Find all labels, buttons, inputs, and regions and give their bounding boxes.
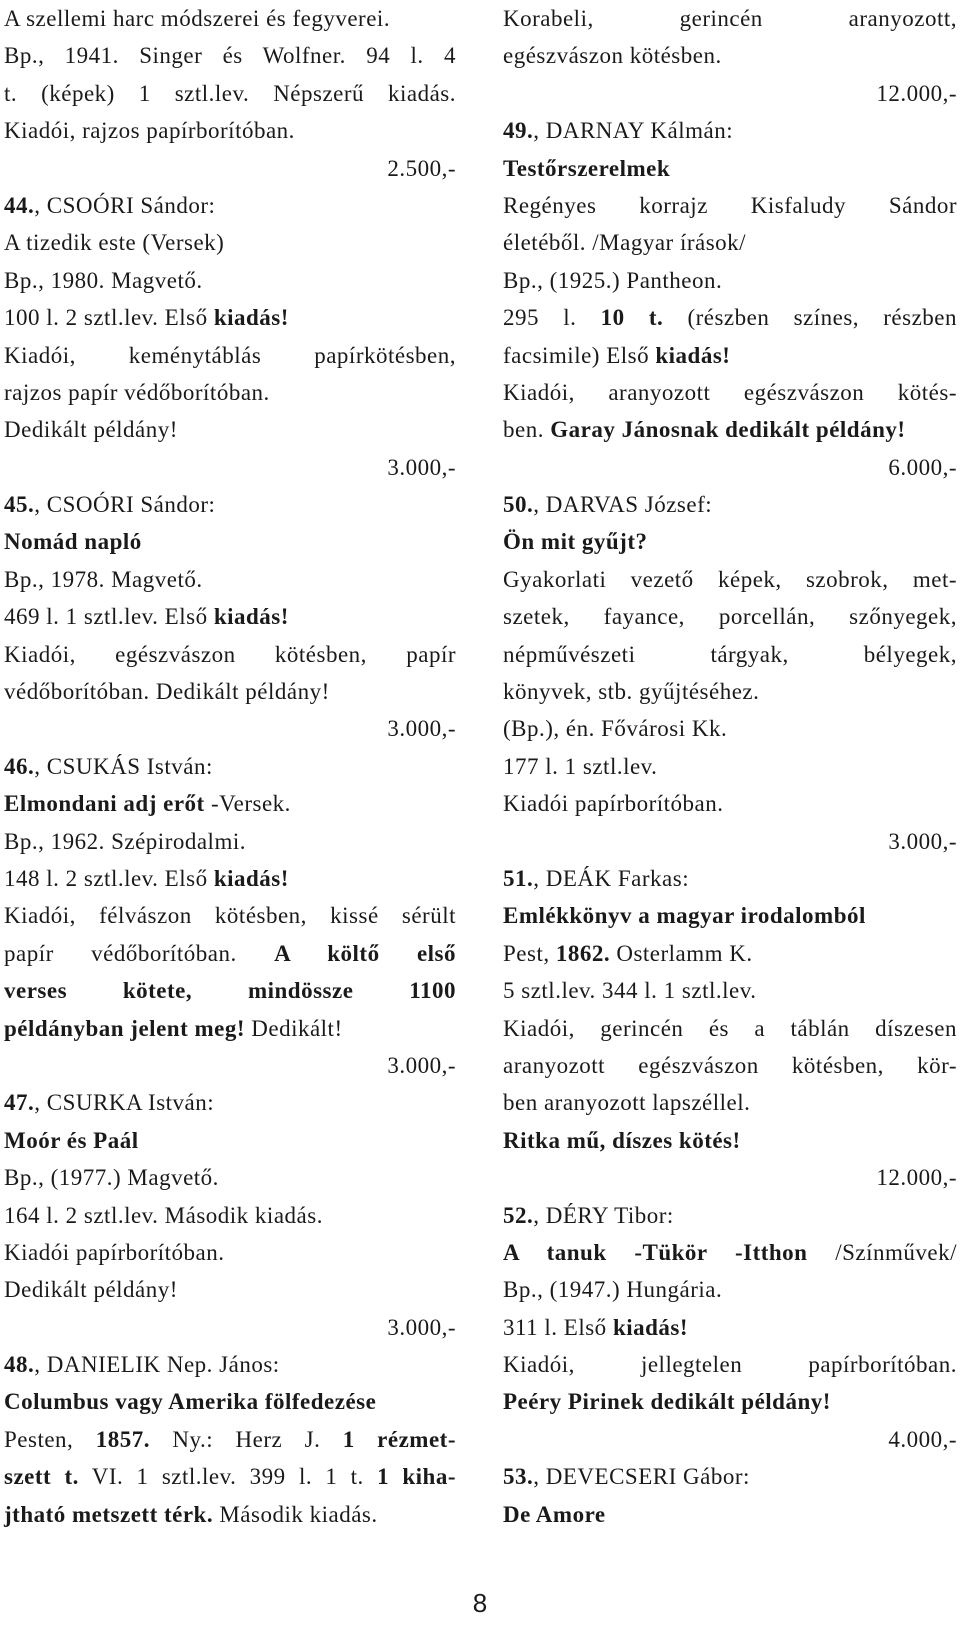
text-run: 3.000,- <box>387 454 456 480</box>
bold-text: kiadás! <box>213 604 289 630</box>
text-run: Kiadói papírborítóban. <box>4 1239 225 1265</box>
text-run: 2.500,- <box>387 155 456 181</box>
text-line <box>503 636 957 673</box>
text-run: , CSOÓRI Sándor: <box>34 492 216 518</box>
bold-text: Moór és Paál <box>4 1127 139 1153</box>
text-line <box>503 710 957 747</box>
text-line <box>4 785 456 822</box>
text-run: Kiadói, keménytáblás papírkötésben, <box>4 342 456 368</box>
text-run: , DARVAS József: <box>533 492 713 518</box>
text-line <box>4 37 456 74</box>
bold-text: Ön mit gyűjt? <box>503 529 648 555</box>
text-run: , DARNAY Kálmán: <box>533 118 734 144</box>
text-run: Bp., (1925.) Pantheon. <box>503 267 723 293</box>
text-run: 6.000,- <box>888 454 957 480</box>
text-line <box>4 673 456 710</box>
text-run: Kiadói, félvászon kötésben, kissé sérült <box>4 903 456 929</box>
text-line <box>503 112 957 149</box>
text-line <box>4 112 456 149</box>
text-run: életéből. /Magyar írások/ <box>503 230 747 256</box>
text-line <box>503 0 957 37</box>
text-run: Kiadói, egészvászon kötésben, papír <box>4 641 456 667</box>
bold-text: 46. <box>4 753 35 779</box>
text-line <box>4 1383 456 1420</box>
text-line <box>4 299 456 336</box>
text-line <box>4 1496 456 1533</box>
bold-text: Garay Jánosnak dedikált példány! <box>550 417 906 443</box>
text-line <box>503 262 957 299</box>
price-line <box>503 1159 957 1196</box>
text-run: Bp., 1941. Singer és Wolfner. 94 l. 4 <box>4 43 456 69</box>
text-line <box>4 935 456 972</box>
text-run: 148 l. 2 sztl.lev. Első <box>4 865 214 891</box>
price-line <box>503 1421 957 1458</box>
bold-text: Testőrszerelmek <box>503 155 671 181</box>
text-run: népművészeti tárgyak, bélyegek, <box>503 641 957 667</box>
text-line <box>4 748 456 785</box>
text-run: Kiadói papírborítóban. <box>503 791 724 817</box>
text-run: rajzos papír védőborítóban. <box>4 379 270 405</box>
bold-text: 45. <box>4 492 35 518</box>
text-run: , CSOÓRI Sándor: <box>34 192 216 218</box>
text-run: (részben színes, részben <box>663 305 957 331</box>
bold-text: De Amore <box>503 1501 606 1527</box>
text-line <box>4 636 456 673</box>
text-run: A tizedik este (Versek) <box>4 230 225 256</box>
text-run: 3.000,- <box>387 716 456 742</box>
text-line <box>4 1421 456 1458</box>
text-run: Pesten, <box>4 1426 96 1452</box>
text-line <box>503 860 957 897</box>
text-line <box>503 224 957 261</box>
text-line <box>503 673 957 710</box>
text-run: Bp., (1977.) Magvető. <box>4 1165 219 1191</box>
text-run: védőborítóban. Dedikált példány! <box>4 679 330 705</box>
text-line <box>503 1496 957 1533</box>
text-line <box>503 1084 957 1121</box>
text-run: 3.000,- <box>387 1052 456 1078</box>
text-run: /Színművek/ <box>835 1239 957 1265</box>
text-run: Gyakorlati vezető képek, szobrok, met- <box>503 566 957 592</box>
bold-text: 1 kiha- <box>377 1464 456 1490</box>
bold-text: 52. <box>503 1202 534 1228</box>
text-run: szetek, fayance, porcellán, szőnyegek, <box>503 604 957 630</box>
text-run: Regényes korrajz Kisfaludy Sándor <box>503 192 957 218</box>
bold-text: 53. <box>503 1464 534 1490</box>
text-run: Dedikált! <box>251 1015 343 1041</box>
text-line <box>503 1309 957 1346</box>
text-run: aranyozott egészvászon kötésben, kör- <box>503 1052 957 1078</box>
text-run: 5 sztl.lev. 344 l. 1 sztl.lev. <box>503 978 757 1004</box>
bold-text: A költő első <box>274 940 456 966</box>
bold-text: 48. <box>4 1352 35 1378</box>
text-line <box>503 374 957 411</box>
text-line <box>503 1047 957 1084</box>
text-line <box>4 337 456 374</box>
text-run: 311 l. Első <box>503 1314 613 1340</box>
price-line <box>4 449 456 486</box>
text-line <box>503 561 957 598</box>
text-run: Korabeli, gerincén aranyozott, <box>503 6 957 31</box>
bold-text: Emlékkönyv a magyar irodalomból <box>503 903 866 929</box>
text-run: 3.000,- <box>888 828 957 854</box>
price-line <box>4 710 456 747</box>
text-line <box>4 224 456 261</box>
text-run: Osterlamm K. <box>610 940 753 966</box>
text-line <box>4 1084 456 1121</box>
text-run: VI. 1 sztl.lev. 399 l. 1 t. <box>78 1464 378 1490</box>
text-line <box>503 37 957 74</box>
text-line <box>4 1159 456 1196</box>
text-run: Kiadói, jellegtelen papírborítóban. <box>503 1352 957 1378</box>
bold-text: 1862. <box>555 940 611 966</box>
text-line <box>4 374 456 411</box>
text-run: 295 l. <box>503 305 601 331</box>
bold-text: példányban jelent meg! <box>4 1015 252 1041</box>
text-run: Dedikált példány! <box>4 417 178 443</box>
text-line <box>503 1197 957 1234</box>
right-column <box>503 0 957 1533</box>
price-line <box>4 1309 456 1346</box>
text-run: , CSURKA István: <box>34 1090 215 1116</box>
text-run: Kiadói, rajzos papírborítóban. <box>4 118 295 144</box>
text-line <box>503 935 957 972</box>
text-line <box>503 1346 957 1383</box>
text-line <box>4 598 456 635</box>
text-line <box>4 486 456 523</box>
text-line <box>4 1271 456 1308</box>
text-line <box>503 150 957 187</box>
text-run: 12.000,- <box>876 1165 957 1191</box>
text-run: 3.000,- <box>387 1314 456 1340</box>
text-line <box>503 187 957 224</box>
text-line <box>503 972 957 1009</box>
text-run: 4.000,- <box>888 1426 957 1452</box>
text-run: t. (képek) 1 sztl.lev. Népszerű kiadás. <box>4 80 456 106</box>
text-line <box>4 411 456 448</box>
text-line <box>503 748 957 785</box>
text-line <box>503 785 957 822</box>
bold-text: kiadás! <box>213 305 289 331</box>
text-run: Bp., (1947.) Hungária. <box>503 1277 723 1303</box>
bold-text: Nomád napló <box>4 529 142 555</box>
price-line <box>503 449 957 486</box>
bold-text: Ritka mű, díszes kötés! <box>503 1127 741 1153</box>
text-line <box>503 598 957 635</box>
bold-text: 49. <box>503 118 534 144</box>
text-run: Második kiadás. <box>213 1501 378 1527</box>
text-line <box>4 561 456 598</box>
text-run: 164 l. 2 sztl.lev. Második kiadás. <box>4 1202 323 1228</box>
page-number: 8 <box>472 1588 488 1618</box>
text-run: -Versek. <box>210 791 291 817</box>
text-line <box>503 1122 957 1159</box>
bold-text: 51. <box>503 865 534 891</box>
text-run: 469 l. 1 sztl.lev. Első <box>4 604 214 630</box>
text-run: ben aranyozott lapszéllel. <box>503 1090 751 1116</box>
text-run: könyvek, stb. gyűjtéséhez. <box>503 679 760 705</box>
price-line <box>503 75 957 112</box>
text-run: Dedikált példány! <box>4 1277 178 1303</box>
text-line <box>4 860 456 897</box>
left-column <box>4 0 456 1533</box>
text-run: , CSUKÁS István: <box>34 753 213 779</box>
text-line <box>4 823 456 860</box>
text-run: A szellemi harc módszerei és fegyverei. <box>4 6 391 31</box>
text-line <box>503 1383 957 1420</box>
text-line <box>503 337 957 374</box>
text-line <box>503 411 957 448</box>
text-line <box>4 1346 456 1383</box>
text-run: , DANIELIK Nep. János: <box>34 1352 280 1378</box>
bold-text: szett t. <box>4 1464 79 1490</box>
bold-text: Columbus vagy Amerika fölfedezése <box>4 1389 377 1415</box>
bold-text: 44. <box>4 192 35 218</box>
text-run: Ny.: Herz J. <box>149 1426 343 1452</box>
text-line <box>503 1234 957 1271</box>
text-run: , DEVECSERI Gábor: <box>533 1464 750 1490</box>
text-run: 177 l. 1 sztl.lev. <box>503 753 658 779</box>
bold-text: kiadás! <box>612 1314 689 1340</box>
bold-text: 47. <box>4 1090 35 1116</box>
bold-text: Elmondani adj erőt <box>4 791 211 817</box>
text-run: Kiadói, aranyozott egészvászon kötés- <box>503 379 957 405</box>
text-line <box>503 299 957 336</box>
text-line <box>4 972 456 1009</box>
text-run: ben. <box>503 417 551 443</box>
text-line <box>4 1234 456 1271</box>
text-line <box>4 1458 456 1495</box>
text-line <box>503 1010 957 1047</box>
text-run: egészvászon kötésben. <box>503 43 722 69</box>
text-line <box>4 1197 456 1234</box>
bold-text: kiadás! <box>213 865 289 891</box>
text-line <box>4 897 456 934</box>
text-run: papír védőborítóban. <box>4 940 275 966</box>
text-run: Bp., 1962. Szépirodalmi. <box>4 828 246 854</box>
text-line <box>4 1010 456 1047</box>
text-run: Kiadói, gerincén és a táblán díszesen <box>503 1015 957 1041</box>
text-line <box>4 187 456 224</box>
text-run: (Bp.), én. Fővárosi Kk. <box>503 716 728 742</box>
text-line <box>503 486 957 523</box>
bold-text: 10 t. <box>600 305 664 331</box>
bold-text: Peéry Pirinek dedikált példány! <box>503 1389 831 1415</box>
text-line <box>4 523 456 560</box>
text-run: 100 l. 2 sztl.lev. Első <box>4 305 214 331</box>
text-run: Pest, <box>503 940 556 966</box>
bold-text: 50. <box>503 492 534 518</box>
bold-text: verses kötete, mindössze 1100 <box>4 978 456 1004</box>
text-line <box>4 262 456 299</box>
text-line <box>4 1122 456 1159</box>
text-run: facsimile) Első <box>503 342 656 368</box>
text-run: , DEÁK Farkas: <box>533 865 690 891</box>
text-run: Bp., 1980. Magvető. <box>4 267 203 293</box>
text-line <box>503 897 957 934</box>
text-line <box>503 1458 957 1495</box>
text-run: , DÉRY Tibor: <box>533 1202 674 1228</box>
bold-text: kiadás! <box>655 342 731 368</box>
text-run: Bp., 1978. Magvető. <box>4 566 203 592</box>
price-line <box>4 150 456 187</box>
price-line <box>4 1047 456 1084</box>
bold-text: 1 rézmet- <box>342 1426 456 1452</box>
text-run: 12.000,- <box>876 80 957 106</box>
price-line <box>503 823 957 860</box>
text-line <box>503 1271 957 1308</box>
bold-text: A tanuk -Tükör -Itthon <box>503 1239 836 1265</box>
text-line <box>4 75 456 112</box>
text-line <box>4 0 456 37</box>
bold-text: jtható metszett térk. <box>4 1501 214 1527</box>
bold-text: 1857. <box>95 1426 150 1452</box>
text-line <box>503 523 957 560</box>
